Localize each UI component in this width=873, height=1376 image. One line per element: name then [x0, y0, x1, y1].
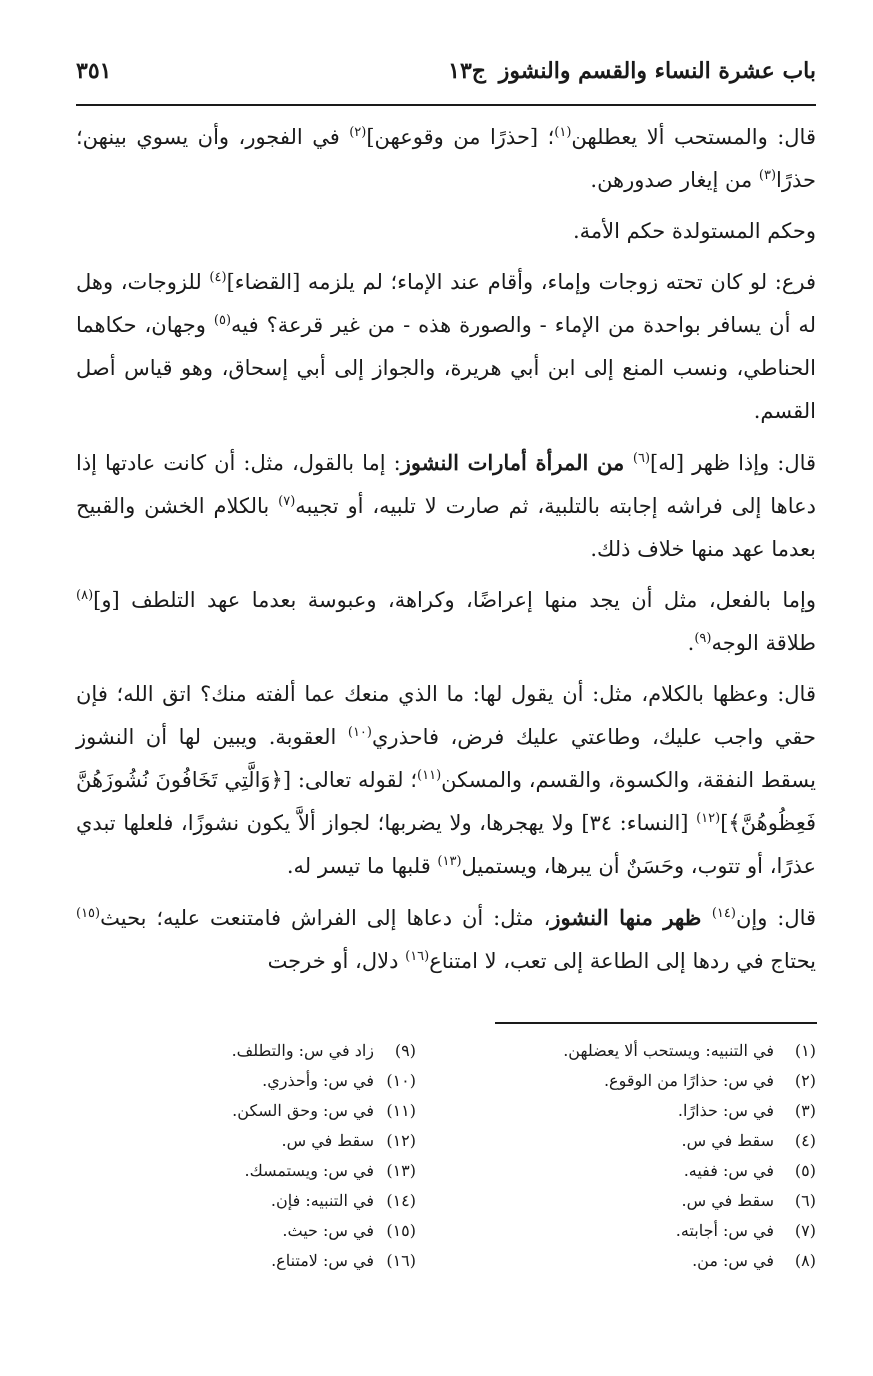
- paragraph: [76, 673, 816, 888]
- running-header: [76, 52, 816, 92]
- text-segment: قال: والمستحب ألا يعطلهن: [571, 125, 816, 149]
- paragraph: [76, 261, 816, 433]
- footnote-item: [76, 1246, 416, 1276]
- text-segment: [النساء: ٣٤] ولا يهجرها، ولا يضربها؛ لجواز ألاَّ يكون نشوزًا، فلعلها تبدي عذرًا، أو تتوب، وحَسَنٌ أن يبرها، ويستميل: [76, 811, 816, 878]
- footnote-item: [76, 1216, 416, 1246]
- footnote-number: (٣): [794, 1101, 816, 1120]
- text-segment: دلال، أو خرجت: [267, 949, 406, 973]
- footnote-column-right: [476, 1036, 816, 1276]
- footnote-text: سقط في س.: [681, 1191, 774, 1210]
- footnote-item: [476, 1096, 816, 1126]
- main-text: [76, 116, 816, 991]
- footnote-text: سقط في س.: [281, 1131, 374, 1150]
- footnote-marker: (٥): [213, 313, 232, 328]
- footnote-text: في س: ويستمسك.: [244, 1161, 374, 1180]
- footnote-marker: (١١): [417, 768, 442, 783]
- footnote-item: [76, 1066, 416, 1096]
- footnote-rule: [495, 1022, 817, 1024]
- footnote-number: (٩): [394, 1041, 416, 1060]
- paragraph: [76, 210, 816, 253]
- footnote-number: (١): [794, 1041, 816, 1060]
- footnote-number: (١٠): [386, 1071, 416, 1090]
- text-segment: ، مثل: أن دعاها إلى الفراش فامتنعت عليه؛ بحيث: [100, 906, 551, 930]
- footnote-column-left: [76, 1036, 416, 1276]
- footnote-marker: (٦): [632, 451, 651, 466]
- footnote-text: في س: وأحذري.: [262, 1071, 374, 1090]
- footnote-item: [476, 1036, 816, 1066]
- text-segment: قلبها ما تيسر له.: [286, 854, 438, 878]
- text-segment: وحكم المستولدة حكم الأمة.: [573, 219, 816, 243]
- text-segment: ؛ [حذرًا من وقوعهن]: [366, 125, 555, 149]
- footnote-marker: (٧): [278, 494, 296, 509]
- footnote-text: في س: أجابته.: [675, 1221, 774, 1240]
- footnote-number: (١٦): [386, 1251, 416, 1270]
- footnote-text: في س: ففيه.: [683, 1161, 774, 1180]
- footnote-marker: (٩): [694, 631, 712, 646]
- text-segment: وإما بالفعل، مثل أن يجد منها إعراضًا، وكراهة، وعبوسة بعدما عهد التلطف [و]: [93, 588, 816, 612]
- paragraph: [76, 441, 816, 571]
- text-segment: .: [687, 631, 695, 655]
- bold-text-segment: من المرأة أمارات النشوز: [400, 450, 633, 475]
- footnote-number: (٥): [794, 1161, 816, 1180]
- footnote-marker: (١): [554, 125, 572, 140]
- footnote-item: [76, 1126, 416, 1156]
- footnote-text: في س: حذارًا من الوقوع.: [603, 1071, 774, 1090]
- text-segment: ؛ لقوله تعالى: [﴿وَالَّتِي تَخَافُونَ نُشُوزَهُنَّ فَعِظُوهُنَّ﴾]: [76, 768, 816, 835]
- paragraph: [76, 579, 816, 665]
- footnote-marker: (١٠): [347, 725, 372, 740]
- footnote-item: [76, 1036, 416, 1066]
- header-rule: [76, 104, 816, 106]
- footnote-marker: (١٣): [437, 854, 462, 869]
- footnote-text: زاد في س: والتطلف.: [231, 1041, 374, 1060]
- footnote-number: (١٤): [386, 1191, 416, 1210]
- footnote-number: (٤): [794, 1131, 816, 1150]
- footnote-item: [76, 1096, 416, 1126]
- footnote-number: (٦): [794, 1191, 816, 1210]
- chapter-title: باب عشرة النساء والقسم والنشوز: [498, 58, 816, 84]
- text-segment: قال: وإذا ظهر [له]: [650, 451, 817, 475]
- text-segment: للزوجات، وهل له أن يسافر بواحدة من الإماء - والصورة هذه - من غير قرعة؟ فيه: [76, 270, 817, 337]
- footnote-text: في س: حيث.: [282, 1221, 374, 1240]
- text-segment: في الفجور، وأن يسوي بينهن؛ حذرًا: [76, 125, 816, 192]
- footnote-text: في س: من.: [692, 1251, 774, 1270]
- footnotes: [100, 1036, 816, 1296]
- footnote-number: (١٢): [386, 1131, 416, 1150]
- footnote-item: [76, 1186, 416, 1216]
- footnote-marker: (٣): [758, 168, 777, 183]
- footnote-number: (١١): [386, 1101, 416, 1120]
- text-segment: قال: وعظها بالكلام، مثل: أن يقول لها: ما الذي منعك عما ألفته منك؟ اتق الله؛ فإن حقي واجب عليك، وطاعتي عليك فرض، فاحذري: [76, 682, 816, 749]
- footnote-marker: (٢): [349, 125, 367, 140]
- footnote-item: [476, 1126, 816, 1156]
- text-segment: طلاقة الوجه: [711, 631, 816, 655]
- footnote-marker: (١٤): [711, 906, 736, 921]
- footnote-text: في س: حذارًا.: [677, 1101, 774, 1120]
- footnote-number: (٧): [794, 1221, 816, 1240]
- text-segment: بالكلام الخشن والقبيح بعدما عهد منها خلاف ذلك.: [76, 494, 816, 561]
- footnote-item: [76, 1156, 416, 1186]
- footnote-item: [476, 1246, 816, 1276]
- paragraph: [76, 896, 816, 983]
- text-segment: يحتاج في ردها إلى الطاعة إلى تعب، لا امتناع: [429, 949, 816, 973]
- footnote-marker: (١٥): [76, 906, 101, 921]
- text-segment: من إيغار صدورهن.: [590, 168, 759, 192]
- footnote-marker: (١٢): [696, 811, 721, 826]
- footnote-number: (٨): [794, 1251, 816, 1270]
- footnote-text: في التنبيه: فإن.: [270, 1191, 374, 1210]
- footnote-text: في س: وحق السكن.: [232, 1101, 374, 1120]
- volume-label: ج١٣: [448, 58, 486, 84]
- text-segment: وجهان، حكاهما الحناطي، ونسب المنع إلى ابن أبي هريرة، والجواز إلى أبي إسحاق، وهو قياس أصل القسم.: [76, 313, 816, 423]
- text-segment: فرع: لو كان تحته زوجات وإماء، وأقام عند الإماء؛ لم يلزمه [القضاء]: [226, 270, 816, 294]
- footnote-item: [476, 1186, 816, 1216]
- footnote-number: (٢): [794, 1071, 816, 1090]
- bold-text-segment: ظهر منها النشوز: [550, 905, 712, 930]
- footnote-number: (١٣): [386, 1161, 416, 1180]
- text-segment: قال: وإن: [735, 906, 817, 930]
- footnote-text: في التنبيه: ويستحب ألا يعضلهن.: [563, 1041, 774, 1060]
- footnote-text: في س: لامتناع.: [271, 1251, 374, 1270]
- footnote-text: سقط في س.: [681, 1131, 774, 1150]
- footnote-number: (١٥): [386, 1221, 416, 1240]
- text-segment: العقوبة. ويبين لها أن النشوز يسقط النفقة، والكسوة، والقسم، والمسكن: [76, 725, 816, 792]
- paragraph: [76, 116, 816, 202]
- footnote-marker: (١٦): [405, 949, 430, 964]
- footnote-item: [476, 1066, 816, 1096]
- footnote-item: [476, 1216, 816, 1246]
- footnote-item: [476, 1156, 816, 1186]
- page-number: ٣٥١: [76, 58, 112, 84]
- text-segment: : إما بالقول، مثل: أن كانت عادتها إذا دعاها إلى فراشه إجابته بالتلبية، ثم صارت لا تلبيه، أو تجيبه: [76, 451, 816, 518]
- footnote-marker: (٨): [76, 588, 94, 603]
- footnote-marker: (٤): [209, 270, 227, 285]
